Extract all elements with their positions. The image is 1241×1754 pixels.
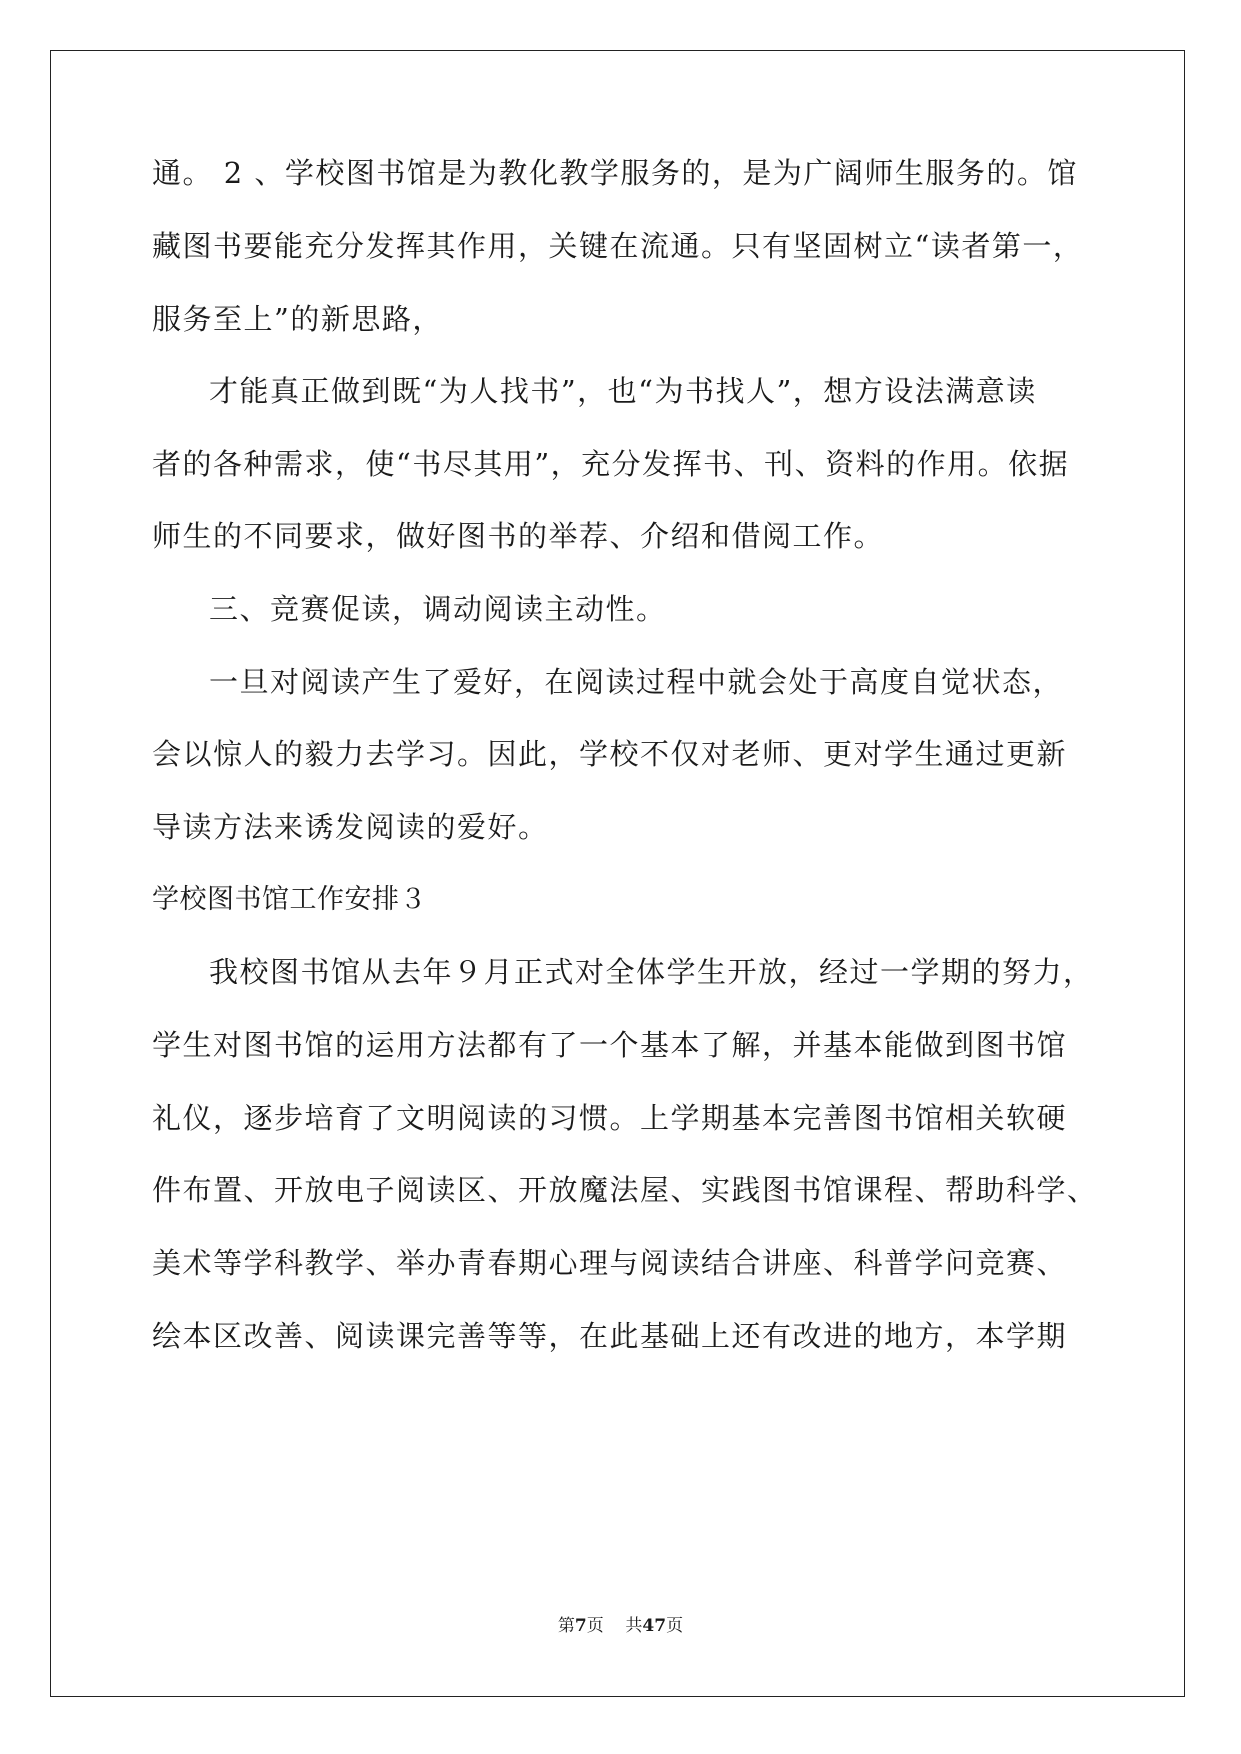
paragraph-start-line: 才能真正做到既“为人找书”，也“为书找人”，想方设法满意读: [209, 374, 1037, 408]
paragraph-start-line: 一旦对阅读产生了爱好，在阅读过程中就会处于高度自觉状态，: [209, 665, 1064, 699]
text-line: 师生的不同要求，做好图书的举荐、介绍和借阅工作。: [152, 519, 885, 553]
text-line: 导读方法来诱发阅读的爱好。: [152, 810, 549, 844]
page-number: 7: [574, 1616, 587, 1636]
text-line: 会以惊人的毅力去学习。因此，学校不仅对老师、更对学生通过更新: [152, 737, 1068, 771]
text-line: 绘本区改善、阅读课完善等等，在此基础上还有改进的地方，本学期: [152, 1319, 1068, 1353]
text-line: 藏图书要能充分发挥其作用，关键在流通。只有坚固树立“读者第一，: [152, 229, 1084, 263]
text-line: 通。 2 、学校图书馆是为教化教学服务的，是为广阔师生服务的。馆: [152, 156, 1078, 190]
paragraph-start-line: 我校图书馆从去年９月正式对全体学生开放，经过一学期的努力，: [209, 955, 1094, 989]
footer-prefix: 第: [557, 1616, 575, 1636]
footer-page-suffix: 页: [586, 1616, 604, 1636]
page-border: [50, 50, 1185, 1697]
text-line: 美术等学科教学、举办青春期心理与阅读结合讲座、科普学问竞赛、: [152, 1246, 1068, 1280]
total-pages: 47: [642, 1616, 667, 1636]
text-line: 礼仪，逐步培育了文明阅读的习惯。上学期基本完善图书馆相关软硬: [152, 1101, 1068, 1135]
footer-total-suffix: 页: [666, 1616, 684, 1636]
section-heading: 三、竞赛促读，调动阅读主动性。: [209, 592, 667, 626]
text-line: 服务至上”的新思路，: [152, 302, 443, 336]
page-footer: [0, 1614, 1241, 1638]
text-line: 者的各种需求，使“书尽其用”，充分发挥书、刊、资料的作用。依据: [152, 447, 1070, 481]
article-title: 学校图书馆工作安排３: [152, 884, 427, 915]
text-line: 件布置、开放电子阅读区、开放魔法屋、实践图书馆课程、帮助科学、: [152, 1173, 1098, 1207]
text-line: 学生对图书馆的运用方法都有了一个基本了解，并基本能做到图书馆: [152, 1028, 1068, 1062]
footer-total-prefix: 共: [625, 1616, 643, 1636]
